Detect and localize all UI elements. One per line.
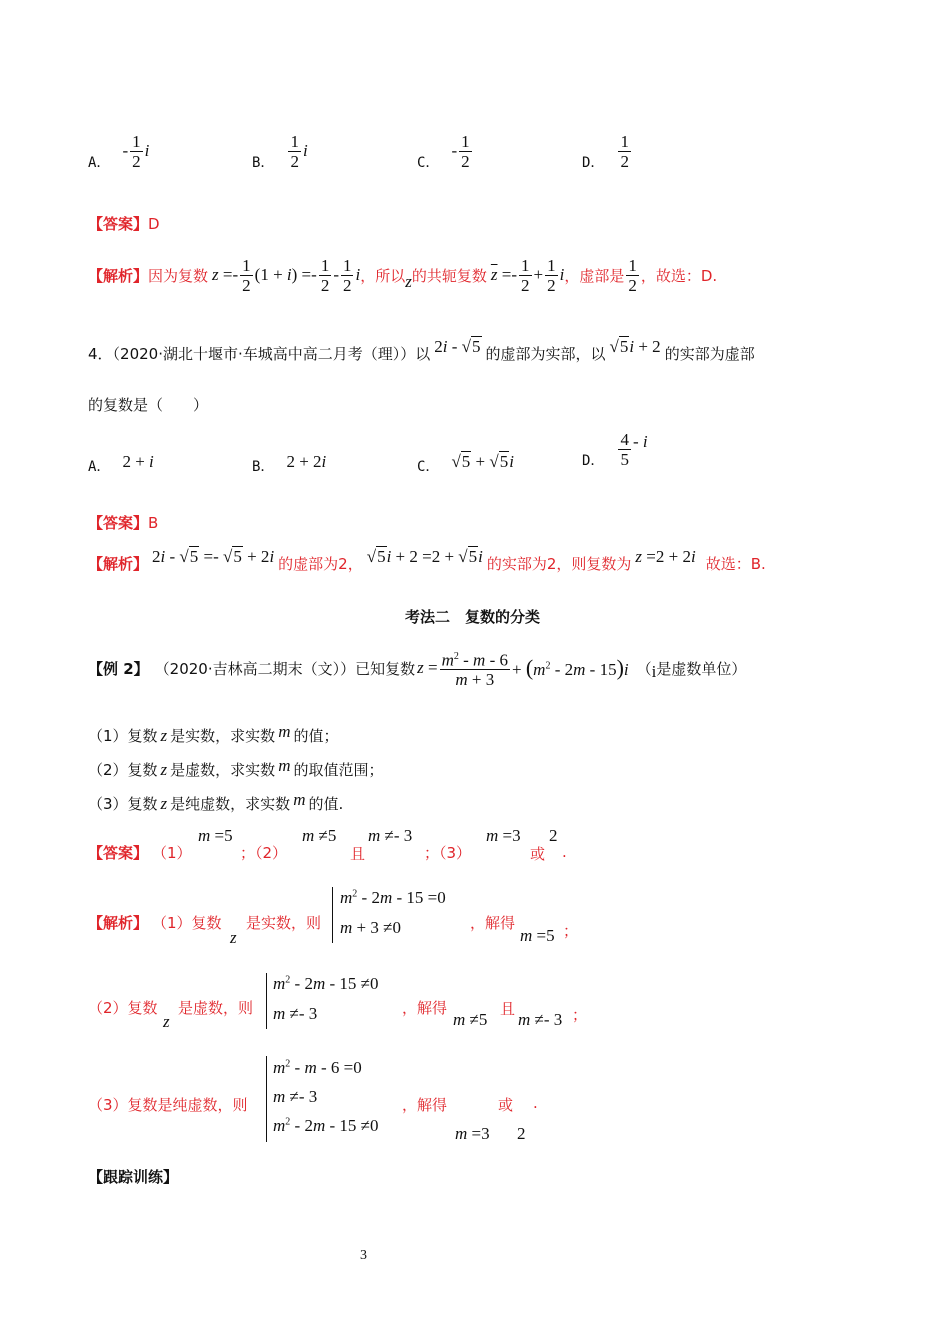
q4-option-b: B． 2 + 2i — [252, 452, 327, 475]
q4-stem-line2: 的复数是（ ） — [88, 396, 209, 414]
q4-option-c: C． √5 + √5i — [417, 452, 514, 475]
example2-q1: （1）复数 z 是实数，求实数 m 的值； — [88, 722, 339, 745]
q4-analysis: 【解析】 2i - √5 =- √5 + 2i 的虚部为2， √5i + 2 =2 + √5i 的实部为2，则复数为 z =2 + 2i 故选：B. — [88, 547, 766, 573]
example2-q2: （2）复数 z 是虚数，求实数 m 的取值范围； — [88, 756, 384, 779]
option-letter: D． — [582, 155, 605, 171]
follow-up-heading: 【跟踪训练】 — [88, 1168, 179, 1186]
q3-analysis: 【解析】 因为复数 z =- $\frac{1}{2}$ (1 + i) =- $\frac{1}{2}$ - $\frac{1}{2}$ i ，所以 z 的共轭复数 $\overline{z}$ =- $\frac{1}{2}$ + $\frac{1}{2}$ i ，虚部是 $\frac{1}{2}$ ，故选：D. — [88, 255, 718, 295]
q4-option-a: A． 2 + i — [88, 452, 154, 475]
example2-analysis-label: 【解析】 — [88, 914, 149, 932]
q4-stem: 4．（2020·湖北十堰市·车城高中高二月考（理））以 2i - √5 的虚部为实部，以 √5i + 2 的实部为虚部 — [88, 337, 755, 363]
q4-answer: 【答案】B — [88, 514, 159, 532]
example2-answer-label: 【答案】 — [88, 844, 149, 862]
q3-answer: 【答案】D — [88, 215, 160, 233]
q4-option-d: D． $\frac{4}{5}$ - i — [582, 429, 648, 469]
q3-option-b: B． $\frac{1}{2}$ i — [252, 131, 308, 171]
option-letter: C． — [417, 155, 440, 171]
fraction: $\frac{1}{2}$ — [290, 131, 299, 171]
page-number: 3 — [360, 1248, 367, 1263]
option-letter: B． — [252, 155, 275, 171]
fraction: $\frac{1}{2}$ — [620, 131, 629, 171]
fraction: $\frac{1}{2}$ — [461, 131, 470, 171]
fraction: $\frac{1}{2}$ — [132, 131, 141, 171]
section-title: 考法二 复数的分类 — [405, 608, 541, 626]
q3-option-c: C． - $\frac{1}{2}$ — [417, 131, 470, 171]
option-letter: A． — [88, 155, 111, 171]
example2-q3: （3）复数 z 是纯虚数，求实数 m 的值. — [88, 790, 344, 813]
q3-option-d — [582, 128, 633, 174]
q3-option-a: A． - $\frac{1}{2}$ i — [88, 131, 150, 171]
example2-stem: 【例 2】 （2020·吉林高二期末（文））已知复数 z = $\frac{m^2 - m - 6}{m + 3}$ + $(m^2 - 2m - 15)i$ （ i 是虚数单位） — [88, 640, 746, 696]
